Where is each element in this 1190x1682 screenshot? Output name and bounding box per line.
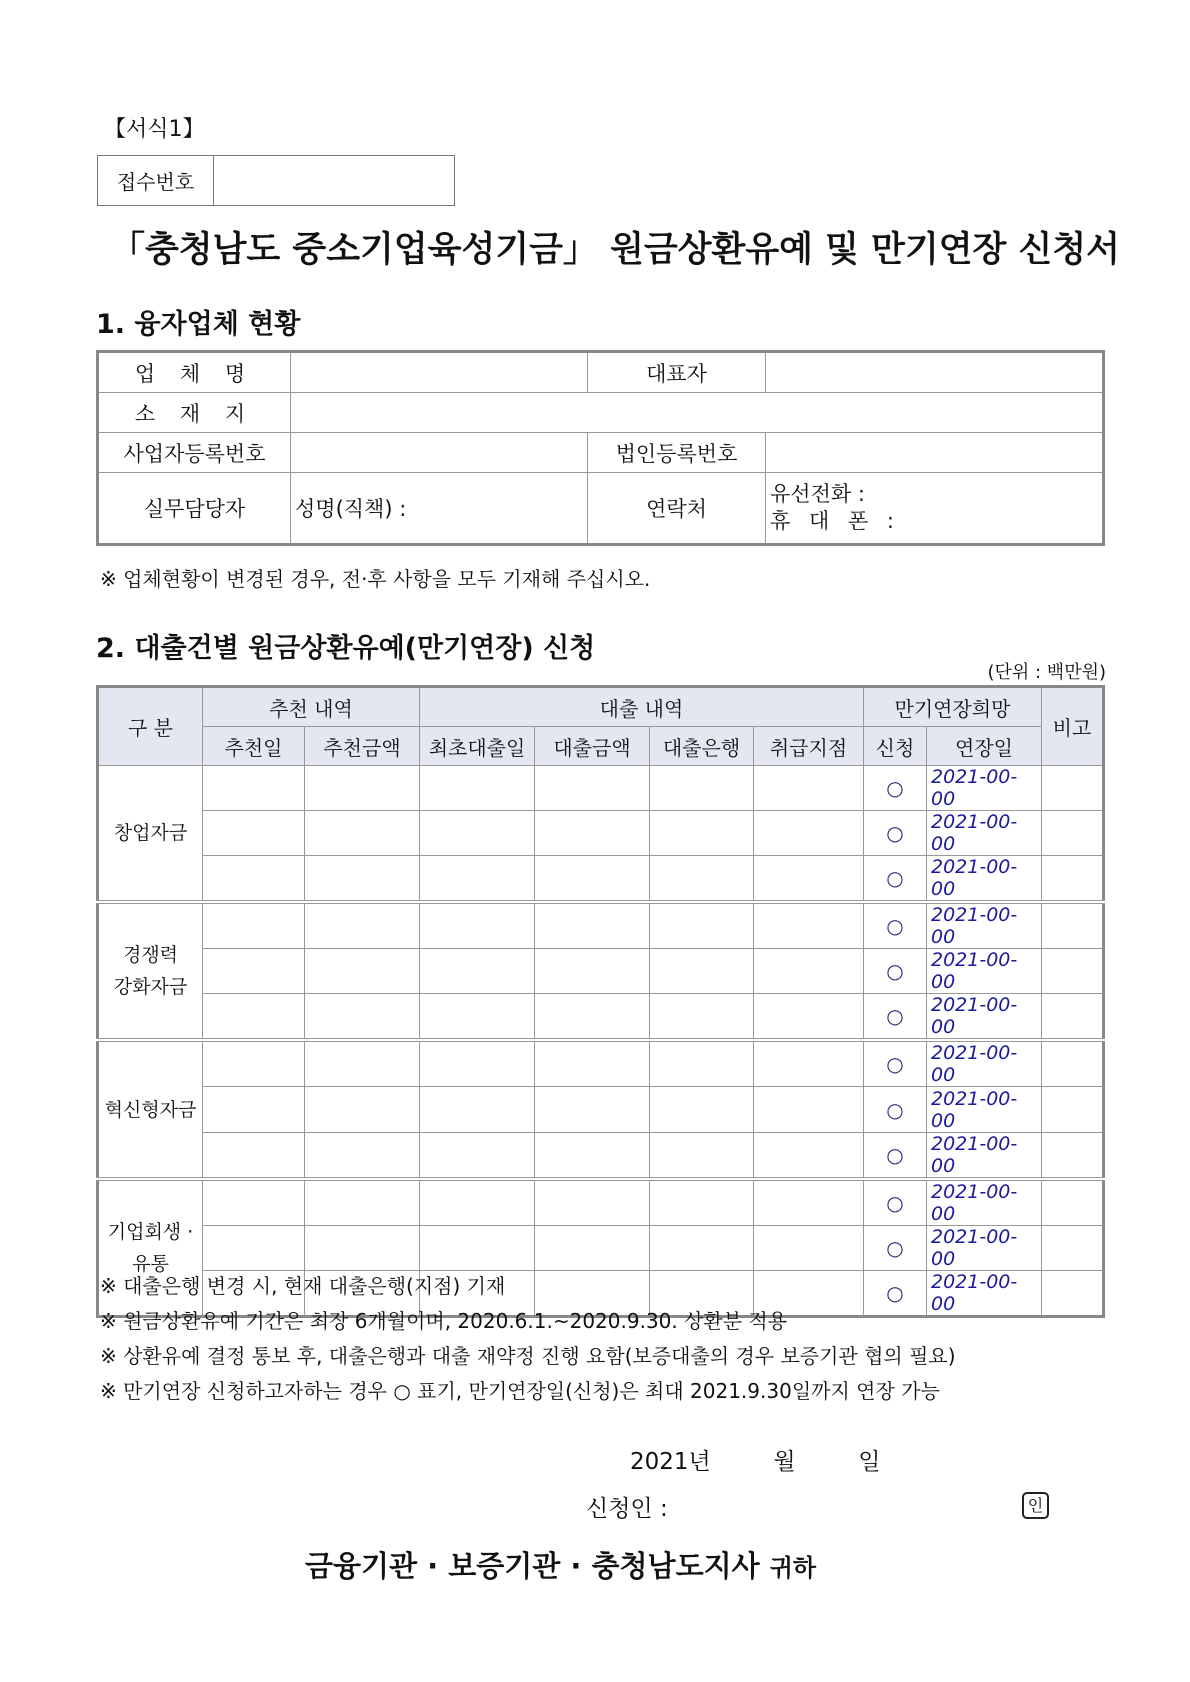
loan-amount-cell[interactable] <box>535 766 650 811</box>
remarks-cell[interactable] <box>1042 949 1104 994</box>
rec-date-cell[interactable] <box>203 949 305 994</box>
header-category: 구 분 <box>98 687 203 766</box>
header-rec-date: 추천일 <box>203 727 305 766</box>
first-loan-date-cell[interactable] <box>420 1179 535 1226</box>
branch-cell[interactable] <box>754 766 864 811</box>
loan-category-label: 경쟁력 강화자금 <box>98 902 203 1040</box>
table-row <box>98 1179 1104 1226</box>
branch-cell[interactable] <box>754 1179 864 1226</box>
extension-apply-mark[interactable]: ○ <box>864 1087 927 1133</box>
branch-cell[interactable] <box>754 1133 864 1180</box>
branch-cell[interactable] <box>754 949 864 994</box>
unit-label: (단위 : 백만원) <box>987 662 1106 683</box>
table-row <box>98 902 1104 949</box>
rec-amount-cell[interactable] <box>305 1226 420 1271</box>
loan-bank-cell[interactable] <box>650 949 754 994</box>
branch-cell[interactable] <box>754 856 864 903</box>
loan-bank-cell[interactable] <box>650 1133 754 1180</box>
loan-bank-cell[interactable] <box>650 994 754 1041</box>
name-title-field[interactable] <box>291 473 588 545</box>
extension-apply-mark[interactable]: ○ <box>864 811 927 856</box>
first-loan-date-cell[interactable] <box>420 1087 535 1133</box>
address-field[interactable] <box>291 393 1104 433</box>
table-row <box>98 994 1104 1041</box>
header-extension: 만기연장희망 <box>864 687 1042 727</box>
extension-apply-mark[interactable]: ○ <box>864 766 927 811</box>
applicant-label: 신청인 : <box>586 1496 668 1522</box>
note-reagreement: ※ 상환유예 결정 통보 후, 대출은행과 대출 재약정 진행 요함(보증대출의 경우 보증기관 협의 필요) <box>100 1344 956 1368</box>
extension-apply-mark[interactable]: ○ <box>864 1133 927 1180</box>
mobile-label: 휴 대 폰 : <box>770 509 900 533</box>
rec-date-cell[interactable] <box>203 811 305 856</box>
table-row <box>98 949 1104 994</box>
rec-amount-cell[interactable] <box>305 811 420 856</box>
branch-cell[interactable] <box>754 1087 864 1133</box>
company-info-table <box>96 350 1105 546</box>
loan-amount-cell[interactable] <box>535 1040 650 1087</box>
loan-bank-cell[interactable] <box>650 1179 754 1226</box>
remarks-cell[interactable] <box>1042 1271 1104 1317</box>
first-loan-date-cell[interactable] <box>420 1226 535 1271</box>
first-loan-date-cell[interactable] <box>420 949 535 994</box>
header-recommendation: 추천 내역 <box>203 687 420 727</box>
first-loan-date-cell[interactable] <box>420 856 535 903</box>
extension-date-cell[interactable]: 2021-00-00 <box>927 856 1042 903</box>
date-month: 월 <box>773 1449 796 1475</box>
page-title: 「충청남도 중소기업육성기금」 원금상환유예 및 만기연장 신청서 <box>110 230 1120 270</box>
first-loan-date-cell[interactable] <box>420 766 535 811</box>
loan-amount-cell[interactable] <box>535 1133 650 1180</box>
note-bank-change: ※ 대출은행 변경 시, 현재 대출은행(지점) 기재 <box>100 1274 506 1298</box>
rec-amount-cell[interactable] <box>305 902 420 949</box>
remarks-cell[interactable] <box>1042 811 1104 856</box>
branch-cell[interactable] <box>754 1226 864 1271</box>
rec-amount-cell[interactable] <box>305 1040 420 1087</box>
loan-bank-cell[interactable] <box>650 1040 754 1087</box>
remarks-cell[interactable] <box>1042 1040 1104 1087</box>
loan-amount-cell[interactable] <box>535 902 650 949</box>
loan-amount-cell[interactable] <box>535 1087 650 1133</box>
seal-mark: 인 <box>1022 1492 1049 1519</box>
rec-date-cell[interactable] <box>203 1087 305 1133</box>
header-apply: 신청 <box>864 727 927 766</box>
extension-date-cell[interactable]: 2021-00-00 <box>927 766 1042 811</box>
loan-amount-cell[interactable] <box>535 856 650 903</box>
contact-field[interactable] <box>766 473 1104 545</box>
loan-amount-cell[interactable] <box>535 1179 650 1226</box>
loan-amount-cell[interactable] <box>535 811 650 856</box>
rec-date-cell[interactable] <box>203 1179 305 1226</box>
extension-apply-mark[interactable]: ○ <box>864 1179 927 1226</box>
loan-bank-cell[interactable] <box>650 902 754 949</box>
loan-bank-cell[interactable] <box>650 1226 754 1271</box>
extension-date-cell[interactable]: 2021-00-00 <box>927 1133 1042 1180</box>
extension-date-cell[interactable]: 2021-00-00 <box>927 949 1042 994</box>
branch-cell[interactable] <box>754 994 864 1041</box>
rec-amount-cell[interactable] <box>305 1133 420 1180</box>
loan-amount-cell[interactable] <box>535 1226 650 1271</box>
rec-date-cell[interactable] <box>203 1133 305 1180</box>
remarks-cell[interactable] <box>1042 994 1104 1041</box>
corporate-reg-field[interactable] <box>766 433 1104 473</box>
loan-bank-cell[interactable] <box>650 766 754 811</box>
representative-label: 대표자 <box>588 352 766 393</box>
section1-heading: 1. 융자업체 현황 <box>96 309 301 340</box>
receipt-number-field[interactable] <box>214 156 455 206</box>
date-day: 일 <box>858 1449 881 1475</box>
representative-field[interactable] <box>766 352 1104 393</box>
loan-category-label: 창업자금 <box>98 766 203 903</box>
extension-date-cell[interactable]: 2021-00-00 <box>927 1226 1042 1271</box>
business-reg-field[interactable] <box>291 433 588 473</box>
extension-date-cell[interactable]: 2021-00-00 <box>927 902 1042 949</box>
extension-date-cell[interactable]: 2021-00-00 <box>927 1087 1042 1133</box>
remarks-cell[interactable] <box>1042 1226 1104 1271</box>
company-name-field[interactable] <box>291 352 588 393</box>
first-loan-date-cell[interactable] <box>420 1040 535 1087</box>
header-rec-amount: 추천금액 <box>305 727 420 766</box>
loan-bank-cell[interactable] <box>650 856 754 903</box>
footer-recipients <box>305 1544 816 1585</box>
rec-amount-cell[interactable] <box>305 994 420 1041</box>
business-reg-label: 사업자등록번호 <box>98 433 291 473</box>
first-loan-date-cell[interactable] <box>420 811 535 856</box>
branch-cell[interactable] <box>754 1040 864 1087</box>
company-name-label: 업 체 명 <box>98 352 291 393</box>
extension-apply-mark[interactable]: ○ <box>864 902 927 949</box>
date-line <box>630 1443 880 1476</box>
header-loan-amount: 대출금액 <box>535 727 650 766</box>
header-extension-date: 연장일 <box>927 727 1042 766</box>
branch-cell[interactable] <box>754 902 864 949</box>
extension-date-cell[interactable]: 2021-00-00 <box>927 1271 1042 1317</box>
remarks-cell[interactable] <box>1042 856 1104 903</box>
corporate-reg-label: 법인등록번호 <box>588 433 766 473</box>
table-row <box>98 1040 1104 1087</box>
rec-amount-cell[interactable] <box>305 1179 420 1226</box>
note-extension-mark: ※ 만기연장 신청하고자하는 경우 ○ 표기, 만기연장일(신청)은 최대 2021.9.30일까지 연장 가능 <box>100 1379 940 1403</box>
loan-category-label: 혁신형자금 <box>98 1040 203 1179</box>
header-loan: 대출 내역 <box>420 687 864 727</box>
contact-label: 연락처 <box>588 473 766 545</box>
loan-category-label: 기업회생 · 유통 <box>98 1179 203 1317</box>
extension-apply-mark[interactable]: ○ <box>864 949 927 994</box>
rec-amount-cell[interactable] <box>305 766 420 811</box>
extension-date-cell[interactable]: 2021-00-00 <box>927 1179 1042 1226</box>
table-row <box>98 856 1104 903</box>
branch-cell[interactable] <box>754 811 864 856</box>
header-remarks: 비고 <box>1042 687 1104 766</box>
remarks-cell[interactable] <box>1042 1087 1104 1133</box>
table-row <box>98 1087 1104 1133</box>
form-number: 【서식1】 <box>104 117 205 142</box>
extension-apply-mark[interactable]: ○ <box>864 1271 927 1317</box>
loan-table <box>96 685 1105 1318</box>
receipt-number-box <box>97 155 455 206</box>
rec-date-cell[interactable] <box>203 994 305 1041</box>
section2-heading: 2. 대출건별 원금상환유예(만기연장) 신청 <box>96 633 596 664</box>
header-first-loan-date: 최초대출일 <box>420 727 535 766</box>
note-deferral-period: ※ 원금상환유예 기간은 최장 6개월이며, 2020.6.1.~2020.9.30. 상환분 적용 <box>100 1309 788 1333</box>
remarks-cell[interactable] <box>1042 1179 1104 1226</box>
rec-date-cell[interactable] <box>203 856 305 903</box>
date-year: 2021년 <box>630 1449 711 1475</box>
footer-recipient-list: 금융기관 · 보증기관 · 충청남도지사 <box>305 1549 760 1583</box>
name-title-label: 성명(직책) : <box>295 497 407 521</box>
rec-amount-cell[interactable] <box>305 856 420 903</box>
contact-person-label: 실무담당자 <box>98 473 291 545</box>
extension-apply-mark[interactable]: ○ <box>864 1226 927 1271</box>
header-branch: 취급지점 <box>754 727 864 766</box>
rec-amount-cell[interactable] <box>305 1087 420 1133</box>
extension-apply-mark[interactable]: ○ <box>864 1040 927 1087</box>
remarks-cell[interactable] <box>1042 1133 1104 1180</box>
table-row <box>98 811 1104 856</box>
landline-label: 유선전화 : <box>770 482 865 506</box>
rec-date-cell[interactable] <box>203 902 305 949</box>
header-loan-bank: 대출은행 <box>650 727 754 766</box>
loan-bank-cell[interactable] <box>650 811 754 856</box>
table-row <box>98 1133 1104 1180</box>
first-loan-date-cell[interactable] <box>420 902 535 949</box>
footer-suffix: 귀하 <box>769 1554 817 1582</box>
rec-amount-cell[interactable] <box>305 949 420 994</box>
first-loan-date-cell[interactable] <box>420 1133 535 1180</box>
rec-date-cell[interactable] <box>203 1040 305 1087</box>
extension-date-cell[interactable]: 2021-00-00 <box>927 994 1042 1041</box>
note-company-change: ※ 업체현황이 변경된 경우, 전·후 사항을 모두 기재해 주십시오. <box>100 567 651 591</box>
extension-apply-mark[interactable]: ○ <box>864 994 927 1041</box>
remarks-cell[interactable] <box>1042 766 1104 811</box>
loan-amount-cell[interactable] <box>535 949 650 994</box>
extension-date-cell[interactable]: 2021-00-00 <box>927 811 1042 856</box>
loan-bank-cell[interactable] <box>650 1087 754 1133</box>
extension-date-cell[interactable]: 2021-00-00 <box>927 1040 1042 1087</box>
extension-apply-mark[interactable]: ○ <box>864 856 927 903</box>
receipt-number-label: 접수번호 <box>98 156 214 206</box>
first-loan-date-cell[interactable] <box>420 994 535 1041</box>
loan-amount-cell[interactable] <box>535 994 650 1041</box>
rec-date-cell[interactable] <box>203 1226 305 1271</box>
address-label: 소 재 지 <box>98 393 291 433</box>
table-row <box>98 1226 1104 1271</box>
rec-date-cell[interactable] <box>203 766 305 811</box>
table-row <box>98 766 1104 811</box>
remarks-cell[interactable] <box>1042 902 1104 949</box>
